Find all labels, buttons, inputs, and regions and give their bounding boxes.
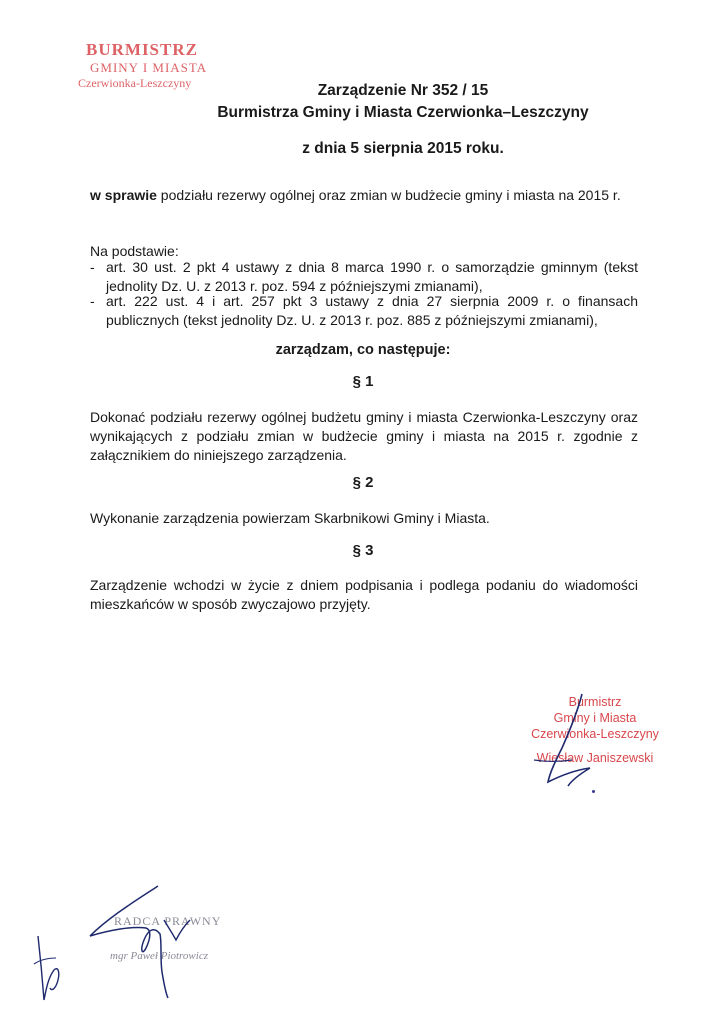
mayor-signature: [520, 690, 630, 790]
subject-text: podziału rezerwy ogólnej oraz zmian w budżecie gminy i miasta na 2015 r.: [156, 187, 621, 203]
list-item-text: art. 30 ust. 2 pkt 4 ustawy z dnia 8 marca 1990 r. o samorządzie gminnym (tekst jednolity Dz. U. z 2013 r. poz. 594 z późniejszymi zmianami),: [106, 259, 638, 294]
bullet-dash: -: [90, 293, 95, 309]
stamp-line: Burmistrz: [568, 695, 622, 709]
list-item-text: art. 222 ust. 4 i art. 257 pkt 3 ustawy z dnia 27 sierpnia 2009 r. o finansach publicznych (tekst jednolity Dz. U. z 2013 r. poz. 885 z późniejszymi zmianami),: [106, 293, 638, 328]
bullet-dash: -: [90, 259, 95, 275]
section-text-3: Zarządzenie wchodzi w życie z dniem podpisania i podlega podaniu do wiadomości mieszkańców w sposób zwyczajowo przyjęty.: [90, 577, 638, 612]
section-heading-2: § 2: [352, 474, 374, 491]
document-subtitle: Burmistrza Gminy i Miasta Czerwionka–Leszczyny: [217, 104, 589, 121]
stamp-line: mgr Paweł Piotrowicz: [110, 950, 208, 962]
decree-line: zarządzam, co następuje:: [275, 342, 451, 358]
subject-paragraph: [90, 186, 638, 205]
subject-lead: w sprawie: [90, 187, 157, 203]
stamp-line: RADCA PRAWNY: [114, 914, 222, 928]
document-title: Zarządzenie Nr 352 / 15: [317, 82, 489, 99]
stamp-line: BURMISTRZ: [86, 40, 198, 59]
section-text-1: Dokonać podziału rezerwy ogólnej budżetu gminy i miasta Czerwionka-Leszczyny oraz wynikających z podziału zmian w budżecie gminy i miasta na 2015 r. zgodnie z załącznikiem do niniejszego zarządzenia.: [90, 409, 638, 463]
section-heading-3: § 3: [352, 542, 374, 559]
stamp-line: GMINY I MIASTA: [90, 60, 208, 75]
ink-dot: [592, 790, 595, 793]
section-text-2: Wykonanie zarządzenia powierzam Skarbnikowi Gminy i Miasta.: [90, 510, 490, 526]
stamp-line: Gminy i Miasta: [553, 711, 637, 725]
document-date: z dnia 5 sierpnia 2015 roku.: [302, 140, 504, 157]
section-heading-1: § 1: [352, 373, 374, 390]
stamp-line: Czerwionka-Leszczyny: [78, 76, 192, 90]
stamp-line: Wiesław Janiszewski: [536, 751, 654, 765]
legal-counsel-signature: [80, 880, 210, 1000]
legal-basis-label: Na podstawie:: [90, 243, 179, 259]
initials-signature: [30, 930, 80, 1010]
stamp-line: Czerwionka-Leszczyny: [531, 727, 659, 741]
